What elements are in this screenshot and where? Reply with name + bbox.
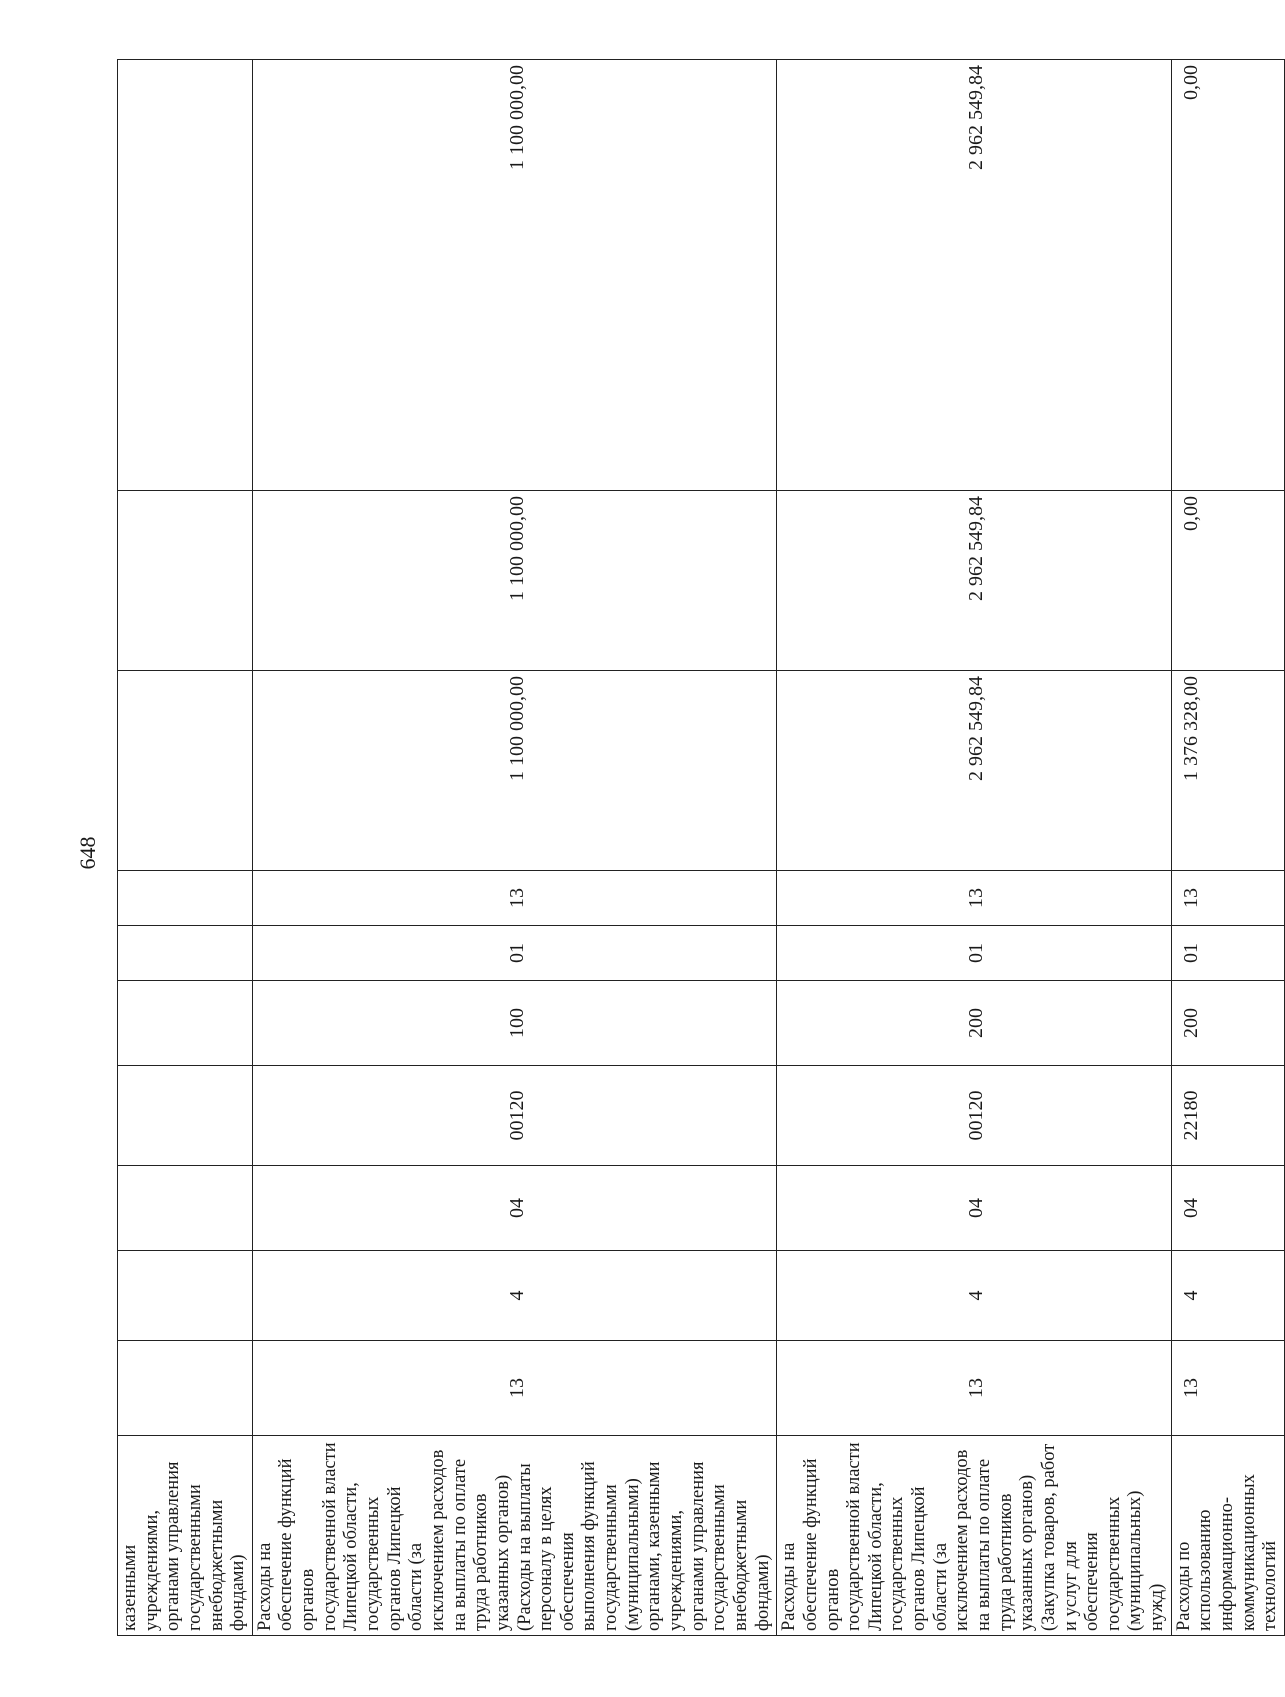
budget-table	[117, 59, 1285, 1636]
row-code-4	[118, 1066, 253, 1166]
row-value-3: 2 962 549,84	[777, 60, 1172, 491]
row-value-1: 1 100 000,00	[252, 671, 776, 871]
row-code-4: 22180	[1171, 1066, 1284, 1166]
table-row	[118, 60, 253, 1636]
page-number: 648	[75, 836, 100, 870]
row-name: Расходы на обеспечение функций органов государственной власти Липецкой области, государственных органов Липецкой области (за исключением расходов на выплаты по оплате труда работников указанных органов) (Расходы на выплаты персоналу в целях обеспечения выполнения функций государственными (муниципальными) органами, казенными учреждениями, органами управления государственными внебюджетными фондами)	[252, 1436, 776, 1636]
row-name: казенными учреждениями, органами управления государственными внебюджетными фондами)	[118, 1436, 253, 1636]
row-value-1	[118, 671, 253, 871]
row-value-3: 1 100 000,00	[252, 60, 776, 491]
row-code-6	[118, 926, 253, 981]
table-row	[252, 60, 776, 1636]
row-code-3	[118, 1166, 253, 1251]
row-code-2: 4	[777, 1251, 1172, 1341]
row-code-1	[118, 1341, 253, 1436]
row-code-2	[118, 1251, 253, 1341]
row-code-1: 13	[777, 1341, 1172, 1436]
row-code-7	[118, 871, 253, 926]
row-code-4: 00120	[252, 1066, 776, 1166]
row-value-2: 0,00	[1171, 491, 1284, 671]
row-code-5	[118, 981, 253, 1066]
row-value-2: 1 100 000,00	[252, 491, 776, 671]
row-value-2: 2 962 549,84	[777, 491, 1172, 671]
table-row	[1171, 60, 1284, 1636]
row-code-3: 04	[252, 1166, 776, 1251]
row-value-2	[118, 491, 253, 671]
row-code-1: 13	[1171, 1341, 1284, 1436]
row-code-7: 13	[252, 871, 776, 926]
row-code-2: 4	[1171, 1251, 1284, 1341]
row-value-1: 2 962 549,84	[777, 671, 1172, 871]
budget-table-sheet	[117, 60, 1281, 1636]
row-code-2: 4	[252, 1251, 776, 1341]
row-code-6: 01	[1171, 926, 1284, 981]
row-code-7: 13	[777, 871, 1172, 926]
row-code-4: 00120	[777, 1066, 1172, 1166]
table-row	[777, 60, 1172, 1636]
row-code-7: 13	[1171, 871, 1284, 926]
row-name: Расходы на обеспечение функций органов государственной власти Липецкой области, государственных органов Липецкой области (за исключением расходов на выплаты по оплате труда работников указанных органов) (Закупка товаров, работ и услуг для обеспечения государственных (муниципальных) нужд)	[777, 1436, 1172, 1636]
row-code-5: 100	[252, 981, 776, 1066]
row-code-5: 200	[1171, 981, 1284, 1066]
row-code-5: 200	[777, 981, 1172, 1066]
row-code-3: 04	[777, 1166, 1172, 1251]
row-value-3	[118, 60, 253, 491]
row-name: Расходы по использованию информационно-коммуникационных технологий	[1171, 1436, 1284, 1636]
row-code-1: 13	[252, 1341, 776, 1436]
row-code-6: 01	[777, 926, 1172, 981]
row-value-1: 1 376 328,00	[1171, 671, 1284, 871]
row-code-3: 04	[1171, 1166, 1284, 1251]
row-value-3: 0,00	[1171, 60, 1284, 491]
row-code-6: 01	[252, 926, 776, 981]
